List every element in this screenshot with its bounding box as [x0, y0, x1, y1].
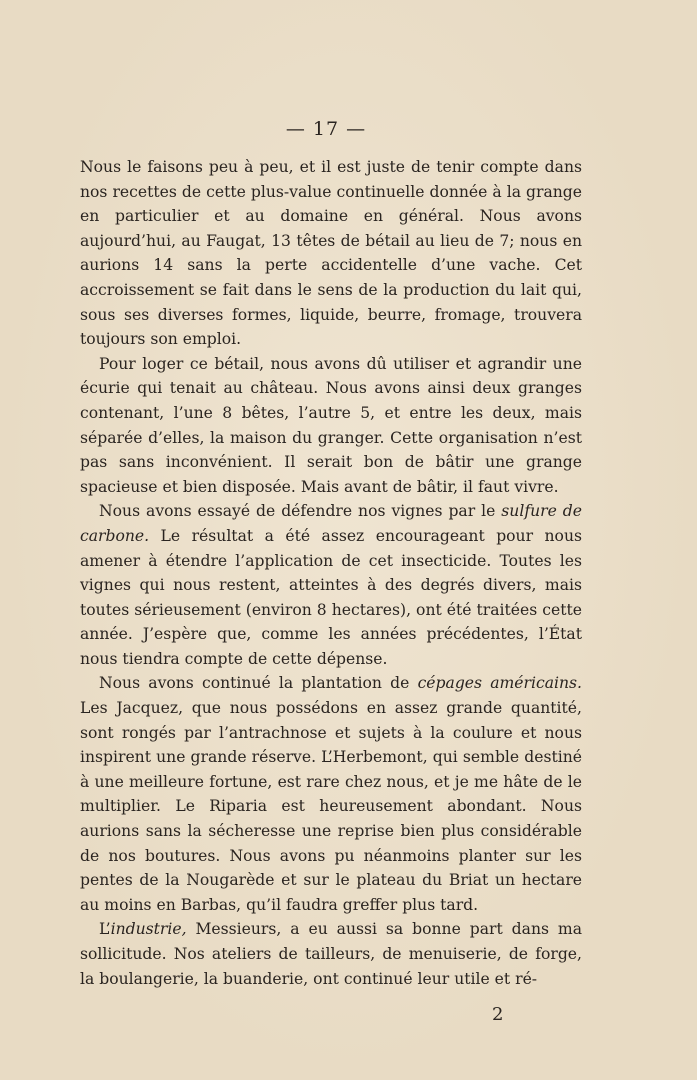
paragraph-5-italic-term: industrie, [110, 920, 187, 939]
body-text [80, 155, 582, 991]
paragraph-5-text-a: L’ [99, 920, 111, 939]
paragraph-1-text: Nous le faisons peu à peu, et il est juste de tenir compte dans nos recettes de cette plus-value continuelle donnée à la grange en particulier et au domaine en général. Nous avons aujourd’hui, au Faugat, 13 têtes de bétail au lieu de 7; nous en aurions 14 sans la perte accidentelle d’une vache. Cet accroissement se fait dans le sens de la production du lait qui, sous ses diverses formes, liquide, beurre, fromage, trouvera toujours son emploi. [80, 158, 582, 349]
paragraph-3 [80, 499, 582, 671]
paragraph-5-text-b: Messieurs, a eu aussi sa bonne part dans ma sollicitude. Nos ateliers de tailleurs, de menuiserie, de forge, la boulangerie, la buanderie, ont continué leur utile et ré- [80, 920, 582, 988]
paragraph-4 [80, 671, 582, 917]
signature-mark: 2 [492, 1004, 504, 1025]
paragraph-5 [80, 917, 582, 991]
paragraph-3-italic-term: sulfure de carbone. [80, 502, 582, 545]
paragraph-3-text-a: Nous avons essayé de défendre nos vignes par le [99, 502, 502, 521]
paragraph-4-italic-term: cépages américains. [417, 674, 582, 693]
paragraph-3-text-b: Le résultat a été assez encourageant pour nous amener à étendre l’application de cet insecticide. Toutes les vignes qui nous restent, atteintes à des degrés divers, mais toutes sérieusement (environ 8 hectares), ont été traitées cette année. J’espère que, comme les années précédentes, l’État nous tiendra compte de cette dépense. [80, 526, 582, 668]
paragraph-1 [80, 155, 582, 352]
paragraph-2-text: Pour loger ce bétail, nous avons dû utiliser et agrandir une écurie qui tenait au château. Nous avons ainsi deux granges contenant, l’une 8 bêtes, l’autre 5, et entre les deux, mais séparée d’elles, la maison du granger. Cette organisation n’est pas sans inconvénient. Il serait bon de bâtir une grange spacieuse et bien disposée. Mais avant de bâtir, il faut vivre. [80, 354, 582, 496]
paragraph-4-text-b: Les Jacquez, que nous possédons en assez grande quantité, sont rongés par l’antrachnose et sujets à la coulure et nous inspirent une grande réserve. L’Herbemont, qui semble destiné à une meilleure fortune, est rare chez nous, et je me hâte de le multiplier. Le Riparia est heureusement abondant. Nous aurions sans la sécheresse une reprise bien plus considérable de nos boutures. Nous avons pu néanmoins planter sur les pentes de la Nougarède et sur le plateau du Briat un hectare au moins en Barbas, qu’il faudra greffer plus tard. [80, 699, 582, 914]
paragraph-2 [80, 352, 582, 500]
page-number: — 17 — [285, 118, 367, 140]
paragraph-4-text-a: Nous avons continué la plantation de [99, 674, 418, 693]
